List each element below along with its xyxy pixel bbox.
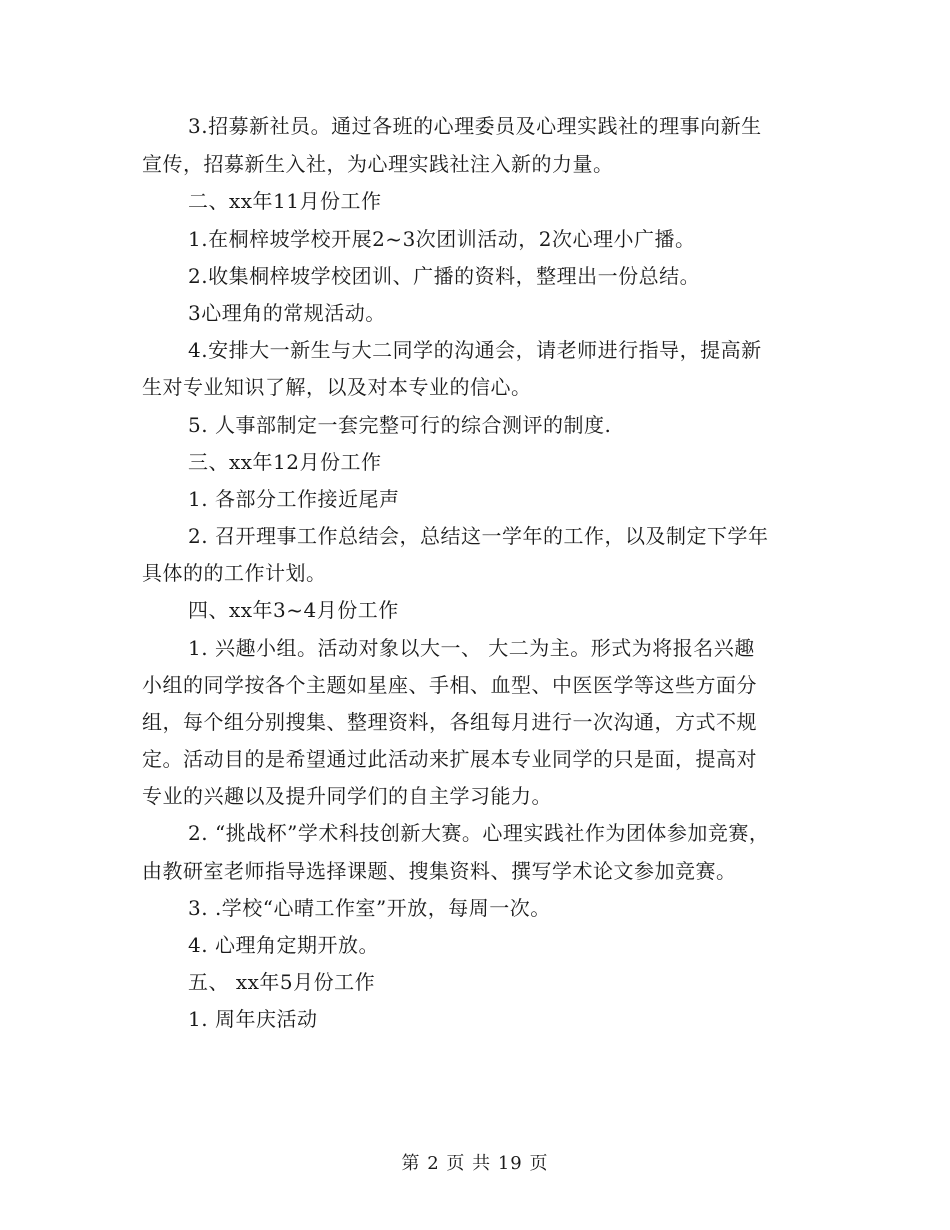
paragraph-line: 2. 召开理事工作总结会，总结这一学年的工作，以及制定下学年 (188, 524, 769, 548)
paragraph-line: 3.招募新社员。通过各班的心理委员及心理实践社的理事向新生 (188, 114, 762, 138)
paragraph-line: 3. .学校“心晴工作室”开放，每周一次。 (188, 896, 551, 920)
paragraph-line: 1.在桐梓坡学校开展2~3次团训活动，2次心理小广播。 (188, 227, 696, 251)
paragraph-line: 由教研室老师指导选择课题、搜集资料、撰写学术论文参加竞赛。 (142, 859, 737, 883)
paragraph-line: 5. 人事部制定一套完整可行的综合测评的制度. (188, 413, 612, 437)
paragraph-line: 小组的同学按各个主题如星座、手相、血型、中医医学等这些方面分 (142, 673, 757, 697)
paragraph-line: 定。活动目的是希望通过此活动来扩展本专业同学的只是面，提高对 (142, 747, 757, 771)
paragraph-line: 1. 周年庆活动 (188, 1007, 318, 1031)
section-heading: 四、xx年3~4月份工作 (188, 598, 399, 622)
paragraph-line: 2. “挑战杯”学术科技创新大赛。心理实践社作为团体参加竞赛， (188, 821, 770, 845)
paragraph-line: 生对专业知识了解，以及对本专业的信心。 (142, 375, 532, 399)
section-heading: 五、 xx年5月份工作 (188, 970, 376, 994)
paragraph-line: 1. 各部分工作接近尾声 (188, 487, 400, 511)
paragraph-line: 专业的兴趣以及提升同学们的自主学习能力。 (142, 784, 552, 808)
paragraph-line: 3心理角的常规活动。 (188, 301, 386, 325)
paragraph-line: 组，每个组分别搜集、整理资料，各组每月进行一次沟通，方式不规 (142, 710, 757, 734)
paragraph-line: 1. 兴趣小组。活动对象以大一、 大二为主。形式为将报名兴趣 (188, 636, 755, 660)
paragraph-line: 4.安排大一新生与大二同学的沟通会，请老师进行指导，提高新 (188, 338, 762, 362)
paragraph-line: 宣传，招募新生入社，为心理实践社注入新的力量。 (142, 152, 614, 176)
section-heading: 二、xx年11月份工作 (188, 189, 382, 213)
paragraph-line: 4. 心理角定期开放。 (188, 933, 379, 957)
section-heading: 三、xx年12月份工作 (188, 450, 382, 474)
page-number-footer: 第 2 页 共 19 页 (401, 1153, 549, 1174)
paragraph-line: 2.收集桐梓坡学校团训、广播的资料，整理出一份总结。 (188, 264, 701, 288)
paragraph-line: 具体的的工作计划。 (142, 561, 327, 585)
